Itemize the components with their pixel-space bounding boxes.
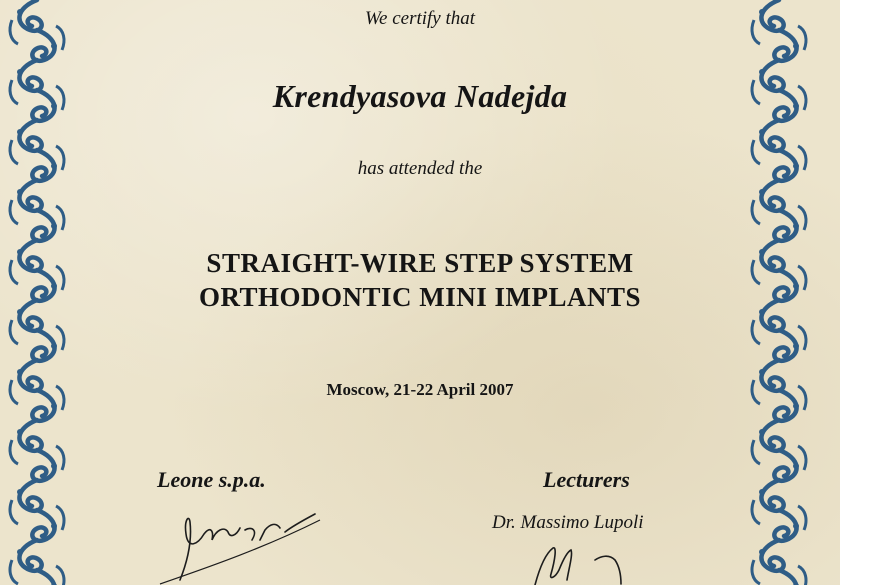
attended-text: has attended the: [357, 158, 483, 179]
course-title-line-1: STRAIGHT-WIRE STEP SYSTEM: [206, 248, 634, 278]
place-and-date: Moscow, 21-22 April 2007: [326, 380, 514, 399]
lecturer-signature: [525, 540, 645, 585]
recipient-name: Krendyasova Nadejda: [272, 78, 568, 114]
course-title-line-2: ORTHODONTIC MINI IMPLANTS: [198, 282, 642, 312]
lecturers-heading: Lecturers: [543, 467, 630, 492]
company-signature: [140, 500, 340, 585]
certify-intro: We certify that: [364, 8, 476, 29]
lecturer-name: Dr. Massimo Lupoli: [492, 512, 644, 533]
company-label: Leone s.p.a.: [157, 467, 266, 492]
